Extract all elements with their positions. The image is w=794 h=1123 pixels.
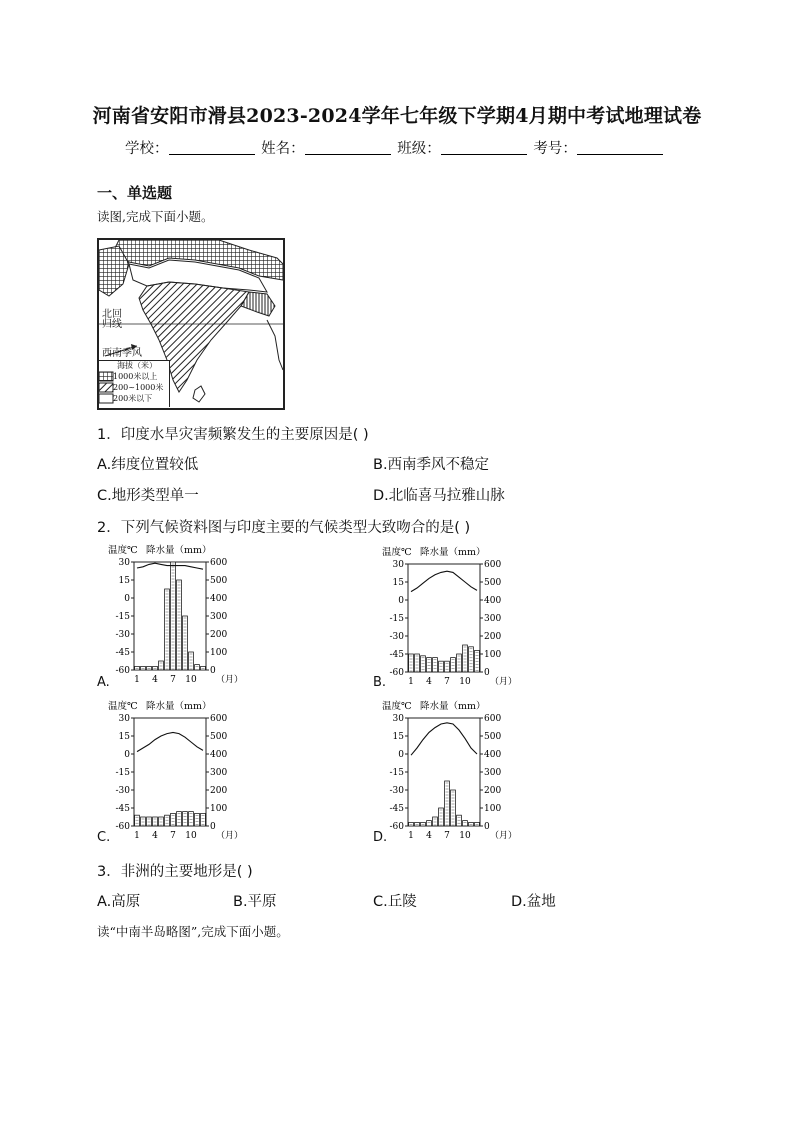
chart-precip-title: 降水量（mm） xyxy=(420,547,486,558)
month-tick-label: （月） xyxy=(216,675,244,685)
precipitation-bar xyxy=(451,790,456,826)
temp-tick-label: 0 xyxy=(398,596,404,606)
precip-tick-label: 400 xyxy=(484,596,502,606)
precipitation-bar xyxy=(147,817,152,826)
student-info-fields xyxy=(125,137,665,158)
temperature-curve xyxy=(137,563,203,569)
legend-item-low xyxy=(99,393,169,404)
chart-frame xyxy=(134,562,206,670)
precip-tick-label: 0 xyxy=(484,822,490,832)
legend-swatch-plain xyxy=(99,394,113,403)
name-label: 姓名： xyxy=(261,141,305,157)
precip-tick-label: 500 xyxy=(210,576,228,586)
precipitation-bar xyxy=(153,817,158,826)
month-tick-label: 7 xyxy=(170,831,176,841)
chart-precip-title: 降水量（mm） xyxy=(146,545,212,556)
precip-tick-label: 400 xyxy=(484,750,502,760)
precip-tick-label: 500 xyxy=(484,732,502,742)
precipitation-bar xyxy=(165,815,170,826)
precip-tick-label: 100 xyxy=(484,650,502,660)
precip-tick-label: 600 xyxy=(484,560,502,570)
temp-tick-label: 0 xyxy=(124,750,130,760)
month-tick-label: 4 xyxy=(426,831,432,841)
precip-tick-label: 200 xyxy=(210,786,228,796)
legend-swatch-grid xyxy=(99,372,113,381)
legend-swatch-hatch xyxy=(99,383,113,392)
number-blank[interactable] xyxy=(577,140,663,155)
precip-tick-label: 100 xyxy=(210,648,228,658)
month-tick-label: 1 xyxy=(134,675,140,685)
q3-option-c[interactable]: C.丘陵 xyxy=(373,894,417,910)
q3-option-d[interactable]: D.盆地 xyxy=(511,894,556,910)
chart-temp-title: 温度℃ xyxy=(108,701,138,712)
temp-tick-label: 15 xyxy=(118,732,130,742)
temp-tick-label: -60 xyxy=(115,822,130,832)
temp-tick-label: -30 xyxy=(389,632,404,642)
reading-instruction-2: 读“中南半岛略图”,完成下面小题。 xyxy=(97,924,289,939)
precip-tick-label: 300 xyxy=(210,612,228,622)
precipitation-bar xyxy=(433,817,438,826)
legend-item-high xyxy=(99,371,169,382)
chart-temp-title: 温度℃ xyxy=(382,547,412,558)
month-tick-label: 7 xyxy=(444,677,450,687)
question-1: 1．印度水旱灾害频繁发生的主要原因是( ) xyxy=(97,427,369,443)
temp-tick-label: 15 xyxy=(118,576,130,586)
chart-frame xyxy=(408,718,480,826)
india-map xyxy=(97,238,285,410)
month-tick-label: 4 xyxy=(152,831,158,841)
temp-tick-label: 30 xyxy=(118,714,130,724)
precip-tick-label: 0 xyxy=(484,668,490,678)
precipitation-bar xyxy=(469,647,474,672)
temperature-curve xyxy=(137,732,203,751)
chart-precip-title: 降水量（mm） xyxy=(420,701,486,712)
month-tick-label: 1 xyxy=(408,677,414,687)
temp-tick-label: -30 xyxy=(115,786,130,796)
precip-tick-label: 500 xyxy=(210,732,228,742)
precipitation-bar xyxy=(135,815,140,826)
precipitation-bar xyxy=(463,821,468,826)
precipitation-bar xyxy=(457,654,462,672)
school-label: 学校： xyxy=(125,141,169,157)
month-tick-label: （月） xyxy=(490,677,518,687)
q1-option-d[interactable]: D.北临喜马拉雅山脉 xyxy=(373,488,505,504)
q2-option-b[interactable]: B. xyxy=(373,675,387,690)
precipitation-bar xyxy=(427,821,432,826)
temp-tick-label: -45 xyxy=(115,804,130,814)
temp-tick-label: -30 xyxy=(115,630,130,640)
temp-tick-label: -15 xyxy=(115,768,130,778)
school-blank[interactable] xyxy=(169,140,255,155)
precipitation-bar xyxy=(159,661,164,670)
precip-tick-label: 100 xyxy=(210,804,228,814)
precip-tick-label: 600 xyxy=(484,714,502,724)
temp-tick-label: 30 xyxy=(392,560,404,570)
climate-chart-a xyxy=(108,542,244,688)
legend-title: 海拔（米） xyxy=(117,361,157,370)
chart-temp-title: 温度℃ xyxy=(382,701,412,712)
month-tick-label: 7 xyxy=(170,675,176,685)
precipitation-bar xyxy=(159,817,164,826)
legend-item-label: 200米以下 xyxy=(113,394,153,403)
precip-tick-label: 200 xyxy=(484,632,502,642)
temp-tick-label: 30 xyxy=(392,714,404,724)
climate-chart-c xyxy=(108,698,244,844)
temperature-curve xyxy=(411,571,477,591)
temp-tick-label: 30 xyxy=(118,558,130,568)
precip-tick-label: 500 xyxy=(484,578,502,588)
q3-option-a[interactable]: A.高原 xyxy=(97,894,141,910)
precip-tick-label: 400 xyxy=(210,594,228,604)
monsoon-label: 西南季风 xyxy=(102,348,142,359)
month-tick-label: 10 xyxy=(459,677,471,687)
class-blank[interactable] xyxy=(441,140,527,155)
month-tick-label: 7 xyxy=(444,831,450,841)
precipitation-bar xyxy=(439,808,444,826)
q1-option-b[interactable]: B.西南季风不稳定 xyxy=(373,457,490,473)
precipitation-bar xyxy=(409,654,414,672)
section-heading: 一、单选题 xyxy=(97,184,173,202)
month-tick-label: 4 xyxy=(426,677,432,687)
q2-option-a[interactable]: A. xyxy=(97,675,110,690)
temperature-curve xyxy=(411,723,477,755)
tropic-label-line1: 北回 xyxy=(102,309,122,320)
precip-tick-label: 0 xyxy=(210,822,216,832)
month-tick-label: （月） xyxy=(490,831,518,841)
q2-option-c[interactable]: C. xyxy=(97,830,111,845)
precipitation-bar xyxy=(445,661,450,672)
question-2: 2．下列气候资料图与印度主要的气候类型大致吻合的是( ) xyxy=(97,520,471,536)
precip-tick-label: 300 xyxy=(484,768,502,778)
precipitation-bar xyxy=(165,589,170,670)
precip-tick-label: 200 xyxy=(210,630,228,640)
temp-tick-label: 15 xyxy=(392,732,404,742)
climate-chart-b xyxy=(382,544,518,690)
precipitation-bar xyxy=(415,654,420,672)
temp-tick-label: -60 xyxy=(389,668,404,678)
precip-tick-label: 600 xyxy=(210,714,228,724)
precipitation-bar xyxy=(195,665,200,670)
temp-tick-label: -15 xyxy=(389,768,404,778)
precip-tick-label: 300 xyxy=(210,768,228,778)
q3-option-b[interactable]: B.平原 xyxy=(233,894,277,910)
temp-tick-label: 0 xyxy=(124,594,130,604)
temp-tick-label: -60 xyxy=(115,666,130,676)
temp-tick-label: -45 xyxy=(389,804,404,814)
precip-tick-label: 400 xyxy=(210,750,228,760)
month-tick-label: （月） xyxy=(216,831,244,841)
temp-tick-label: -45 xyxy=(115,648,130,658)
precipitation-bar xyxy=(439,661,444,672)
month-tick-label: 4 xyxy=(152,675,158,685)
month-tick-label: 10 xyxy=(459,831,471,841)
chart-frame xyxy=(134,718,206,826)
reading-instruction: 读图,完成下面小题。 xyxy=(97,209,214,224)
chart-precip-title: 降水量（mm） xyxy=(146,701,212,712)
precipitation-bar xyxy=(457,815,462,826)
month-tick-label: 10 xyxy=(185,831,197,841)
q1-option-a[interactable]: A.纬度位置较低 xyxy=(97,457,199,473)
map-legend xyxy=(99,360,170,407)
precipitation-bar xyxy=(189,652,194,670)
name-blank[interactable] xyxy=(305,140,391,155)
precip-tick-label: 600 xyxy=(210,558,228,568)
temp-tick-label: -15 xyxy=(115,612,130,622)
tropic-label-line2: 归线 xyxy=(102,319,122,330)
precip-tick-label: 300 xyxy=(484,614,502,624)
q1-option-c[interactable]: C.地形类型单一 xyxy=(97,488,199,504)
q2-option-d[interactable]: D. xyxy=(373,830,388,845)
temp-tick-label: -30 xyxy=(389,786,404,796)
climate-chart-d xyxy=(382,698,518,844)
legend-item-mid xyxy=(99,382,169,393)
number-label: 考号： xyxy=(533,141,577,157)
question-3: 3．非洲的主要地形是( ) xyxy=(97,864,253,880)
temp-tick-label: 0 xyxy=(398,750,404,760)
precipitation-bar xyxy=(141,817,146,826)
page-title: 河南省安阳市滑县2023-2024学年七年级下学期4月期中考试地理试卷 xyxy=(92,105,702,127)
precip-tick-label: 100 xyxy=(484,804,502,814)
month-tick-label: 10 xyxy=(185,675,197,685)
tropic-label xyxy=(102,310,122,330)
temp-tick-label: -45 xyxy=(389,650,404,660)
precipitation-bar xyxy=(177,580,182,670)
chart-temp-title: 温度℃ xyxy=(108,545,138,556)
temp-tick-label: -60 xyxy=(389,822,404,832)
month-tick-label: 1 xyxy=(408,831,414,841)
class-label: 班级： xyxy=(397,141,441,157)
legend-item-label: 200~1000米 xyxy=(113,383,164,392)
precip-tick-label: 0 xyxy=(210,666,216,676)
precip-tick-label: 200 xyxy=(484,786,502,796)
month-tick-label: 1 xyxy=(134,831,140,841)
legend-item-label: 1000米以上 xyxy=(113,372,158,381)
temp-tick-label: -15 xyxy=(389,614,404,624)
temp-tick-label: 15 xyxy=(392,578,404,588)
